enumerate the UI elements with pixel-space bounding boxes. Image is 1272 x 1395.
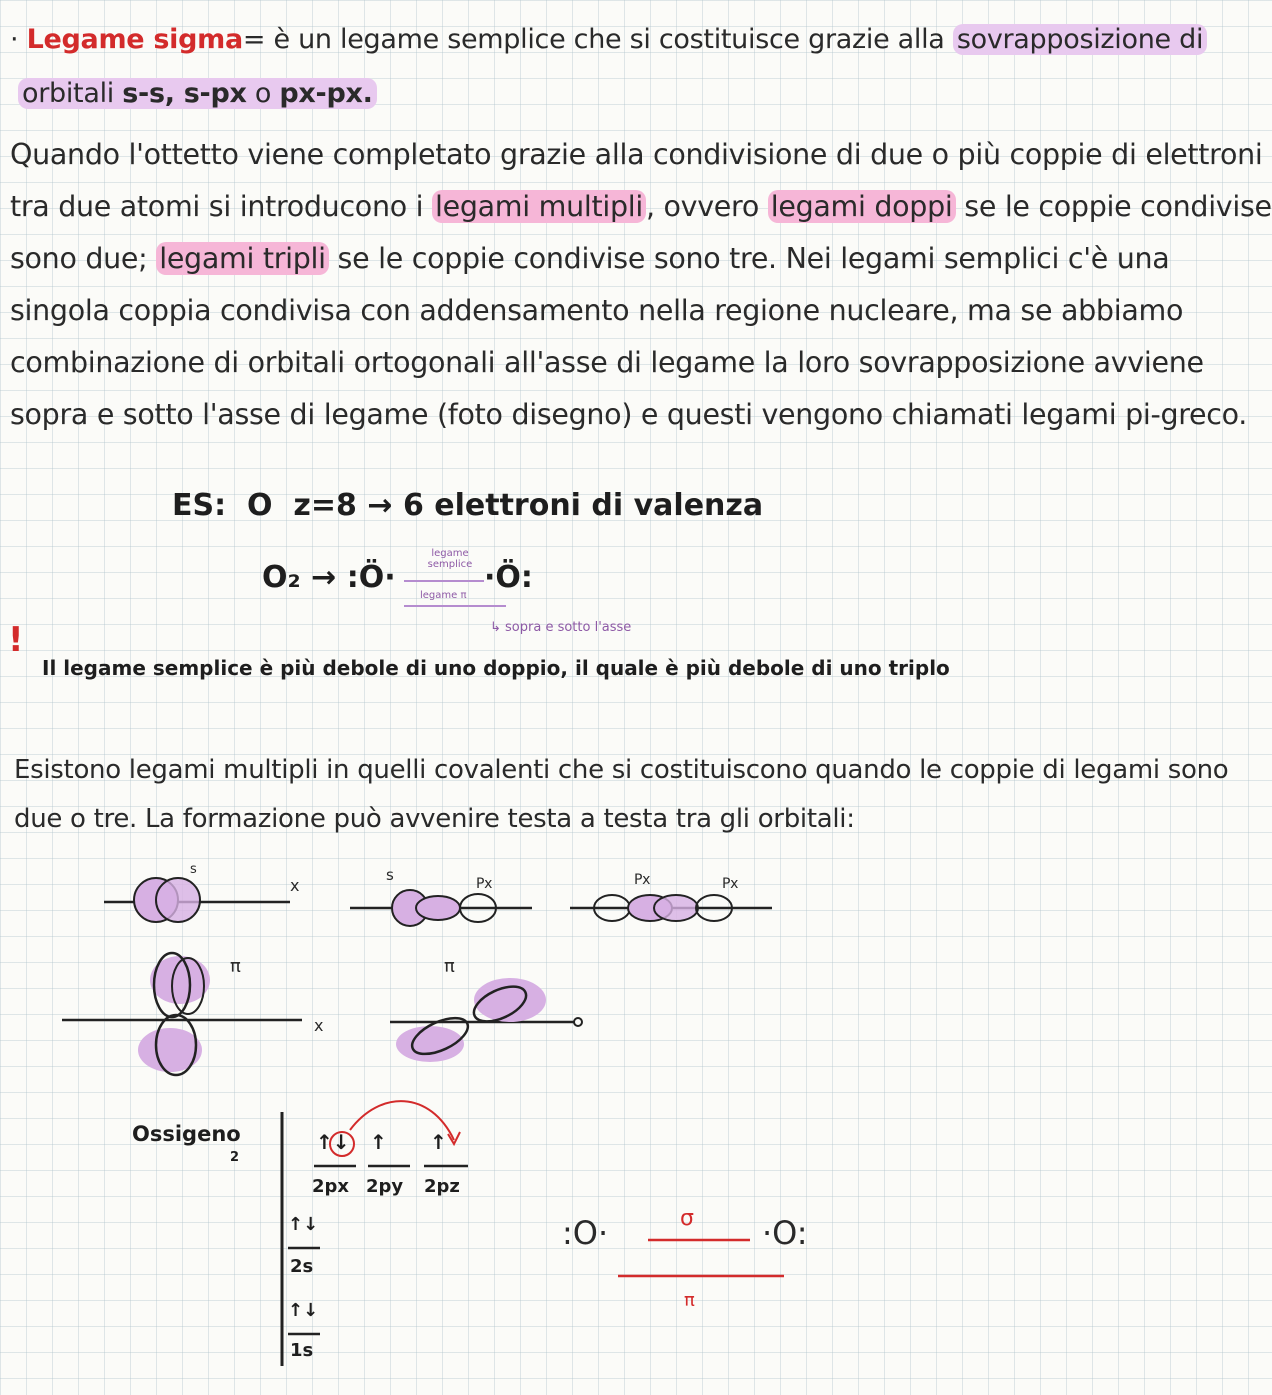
bond-pi-label: π xyxy=(684,1290,695,1311)
o-right: ·O: xyxy=(762,1214,808,1252)
orb-label-x-2: x xyxy=(314,1016,324,1035)
p1-line-1: Quando l'ottetto viene completato grazie alla condivisione di due o più coppie di elettroni xyxy=(10,138,1263,171)
p1-l2-b: , ovvero xyxy=(646,190,768,223)
p2-line-1: Esistono legami multipli in quelli covalenti che si costituiscono quando le coppie di legami sono xyxy=(14,755,1229,785)
arrow-2pz: ↑ xyxy=(430,1130,447,1154)
p1-l2-c: se le coppie condivise xyxy=(955,190,1272,223)
legami-tripli-highlight: legami tripli xyxy=(156,242,329,275)
label-2px: 2px xyxy=(312,1176,350,1197)
o2-arrow: → xyxy=(311,560,337,595)
legami-multipli-highlight: legami multipli xyxy=(432,190,646,223)
o2-bond-lines xyxy=(618,1240,784,1276)
orb-label-pi-2: π xyxy=(444,956,455,977)
sopra-sotto-note: ↳ sopra e sotto l'asse xyxy=(490,620,632,635)
px-px-overlap-drawing xyxy=(570,895,772,921)
arrow-1s: ↑↓ xyxy=(288,1300,319,1321)
sigma-orbitals-o: o xyxy=(246,78,280,109)
example-atom: O xyxy=(247,488,273,523)
sigma-highlight: sovrapposizione di xyxy=(953,24,1207,55)
o2-lewis-right: ·Ö: xyxy=(484,560,533,595)
label-2py: 2py xyxy=(366,1176,404,1197)
sigma-orbitals-label: orbitali xyxy=(22,78,123,109)
p1-line-5: combinazione di orbitali ortogonali all'asse di legame la loro sovrapposizione avviene xyxy=(10,346,1204,379)
orb-label-s-1: s xyxy=(190,862,197,877)
p1-line-6: sopra e sotto l'asse di legame (foto disegno) e questi vengono chiamati legami pi-greco. xyxy=(10,398,1248,431)
orb-label-x-1: x xyxy=(290,876,300,895)
o-left: :O· xyxy=(562,1214,609,1252)
sigma-orbitals-pxpx: px-px. xyxy=(279,78,373,109)
example-valence: 6 elettroni di valenza xyxy=(402,488,764,523)
legami-doppi-highlight: legami doppi xyxy=(768,190,956,223)
bullet-dot: · xyxy=(10,24,19,55)
orb-label-s-2: s xyxy=(386,866,394,884)
arrow-2py: ↑ xyxy=(370,1130,387,1154)
exclamation-icon: ! xyxy=(8,620,24,660)
s-s-overlap-drawing xyxy=(104,878,290,922)
p2-line-2: due o tre. La formazione può avvenire testa a testa tra gli orbitali: xyxy=(14,804,855,834)
pi-bond-tilted-drawing xyxy=(390,978,582,1062)
orb-label-px-1: Px xyxy=(476,876,493,892)
orb-label-px-3: Px xyxy=(722,876,739,892)
example-arrow: → xyxy=(367,488,393,523)
sigma-title: Legame sigma xyxy=(26,24,243,55)
label-2pz: 2pz xyxy=(424,1176,460,1197)
orb-label-pi-1: π xyxy=(230,956,241,977)
p1-line-4: singola coppia condivisa con addensamento nella regione nucleare, ma se abbiamo xyxy=(10,294,1184,327)
bond-sigma-label: σ xyxy=(680,1206,694,1231)
label-simple: legame semplice xyxy=(427,548,473,570)
sigma-text: = è un legame semplice che si costituisce grazie alla xyxy=(242,24,953,55)
label-pi: legame π xyxy=(420,590,467,601)
orb-label-px-2: Px xyxy=(634,872,651,888)
example-z: z=8 xyxy=(293,488,357,523)
p1-l3-a: sono due; xyxy=(10,242,157,275)
o2-lewis-left: :Ö· xyxy=(346,560,396,595)
oxygen-config-lines xyxy=(282,1101,468,1366)
o2-formula: O₂ xyxy=(262,560,301,595)
p1-l2-a: tra due atomi si introducono i xyxy=(10,190,432,223)
sigma-orbitals-ss: s-s, s-px xyxy=(122,78,247,109)
s-px-overlap-drawing xyxy=(350,890,532,926)
pi-bond-vertical-drawing xyxy=(62,953,302,1075)
example-es: ES: xyxy=(172,488,227,523)
label-2s: 2s xyxy=(290,1256,314,1277)
oxygen-label: Ossigeno xyxy=(132,1122,241,1146)
p1-l3-b: se le coppie condivise sono tre. Nei legami semplici c'è una xyxy=(328,242,1170,275)
arrow-2px: ↑↓ xyxy=(316,1130,350,1154)
label-1s: 1s xyxy=(290,1340,314,1361)
oxygen-sub: 2 xyxy=(230,1150,240,1165)
arrow-2s: ↑↓ xyxy=(288,1214,319,1235)
strength-note: Il legame semplice è più debole di uno doppio, il quale è più debole di uno triplo xyxy=(42,656,950,680)
